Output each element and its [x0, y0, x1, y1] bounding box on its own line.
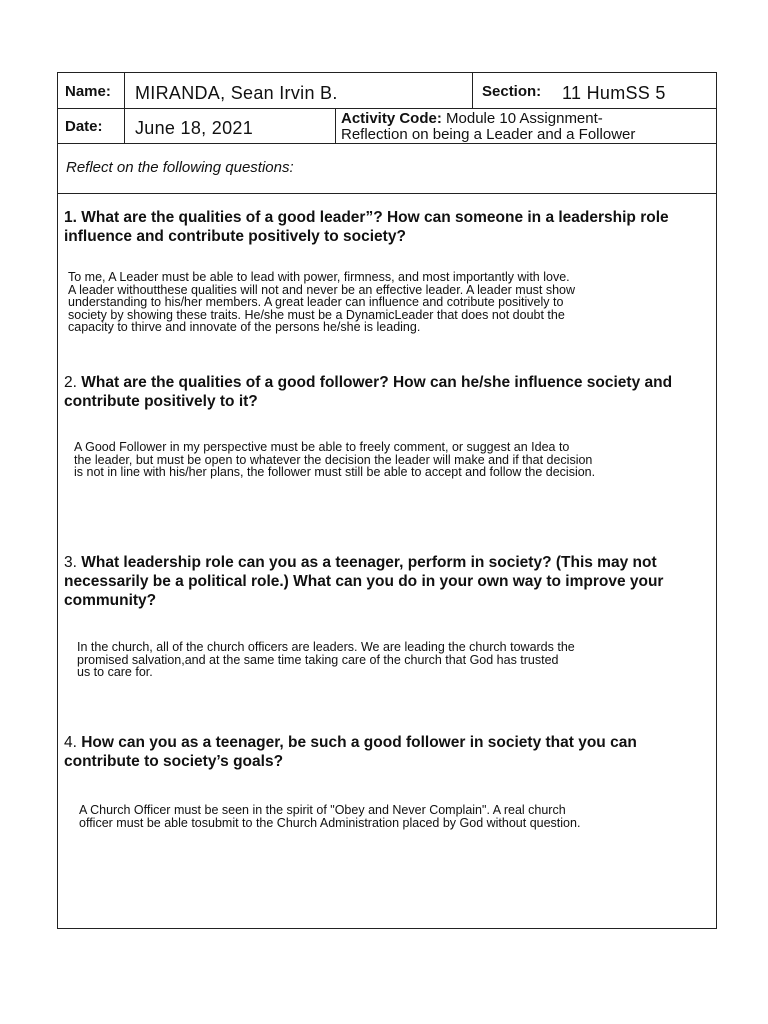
question-text: What are the qualities of a good follower? How can he/she influence society and contribute positively to it? [64, 374, 673, 410]
question-number: 1. [64, 209, 82, 226]
question-number: 2. [64, 374, 82, 391]
section-value: 11 HumSS 5 [562, 83, 666, 103]
answer-1: To me, A Leader must be able to lead with power, firmness, and most importantly with love. A leader withoutthese qualities will not and never be an effective leader. A leader must show understanding to his/her members. A great leader can influence and cotribute positively to society by showing these traits. He/she must be a DynamicLeader that does not doubt the capacity to thirve and innovate of the persons he/she is leading. [68, 270, 576, 334]
question-text: What leadership role can you as a teenager, perform in society? (This may not necessarily be a political role.) What can you do in your own way to improve your community? [64, 554, 664, 609]
activity-code-label: Activity Code: [341, 110, 442, 127]
question-number: 4. [64, 734, 82, 751]
activity-code-value-line1: Module 10 Assignment- [441, 110, 603, 127]
activity-code-value-line2: Reflection on being a Leader and a Follower [341, 126, 636, 143]
section-label: Section: [482, 83, 542, 100]
activity-code [341, 111, 635, 143]
row-divider [58, 193, 716, 194]
name-value: MIRANDA, Sean Irvin B. [135, 83, 338, 103]
date-label: Date: [65, 118, 103, 135]
row-divider [58, 108, 716, 109]
question-1 [64, 208, 710, 246]
activity-sheet [57, 72, 717, 929]
question-2 [64, 373, 710, 411]
name-label: Name: [65, 83, 111, 100]
date-value: June 18, 2021 [135, 118, 253, 138]
column-divider [335, 108, 336, 143]
question-text: How can you as a teenager, be such a good follower in society that you can contribute to society’s goals? [64, 734, 637, 770]
reflection-prompt: Reflect on the following questions: [66, 159, 294, 176]
answer-2: A Good Follower in my perspective must be able to freely comment, or suggest an Idea to the leader, but must be open to whatever the decision the leader will make and if that decision is not in line with his/her plans, the follower must still be able to accept and follow the decision. [74, 440, 596, 479]
answer-4: A Church Officer must be seen in the spirit of "Obey and Never Complain". A real church officer must be able tosubmit to the Church Administration placed by God without question. [79, 803, 581, 830]
question-text: What are the qualities of a good leader”? How can someone in a leadership role influence and contribute positively to society? [64, 209, 669, 245]
column-divider [124, 73, 125, 143]
question-4 [64, 733, 710, 771]
row-divider [58, 143, 716, 144]
question-3 [64, 553, 710, 610]
column-divider [472, 73, 473, 108]
answer-3: In the church, all of the church officers are leaders. We are leading the church towards the promised salvation,and at the same time taking care of the church that God has trusted us to care for. [77, 640, 575, 679]
question-number: 3. [64, 554, 82, 571]
